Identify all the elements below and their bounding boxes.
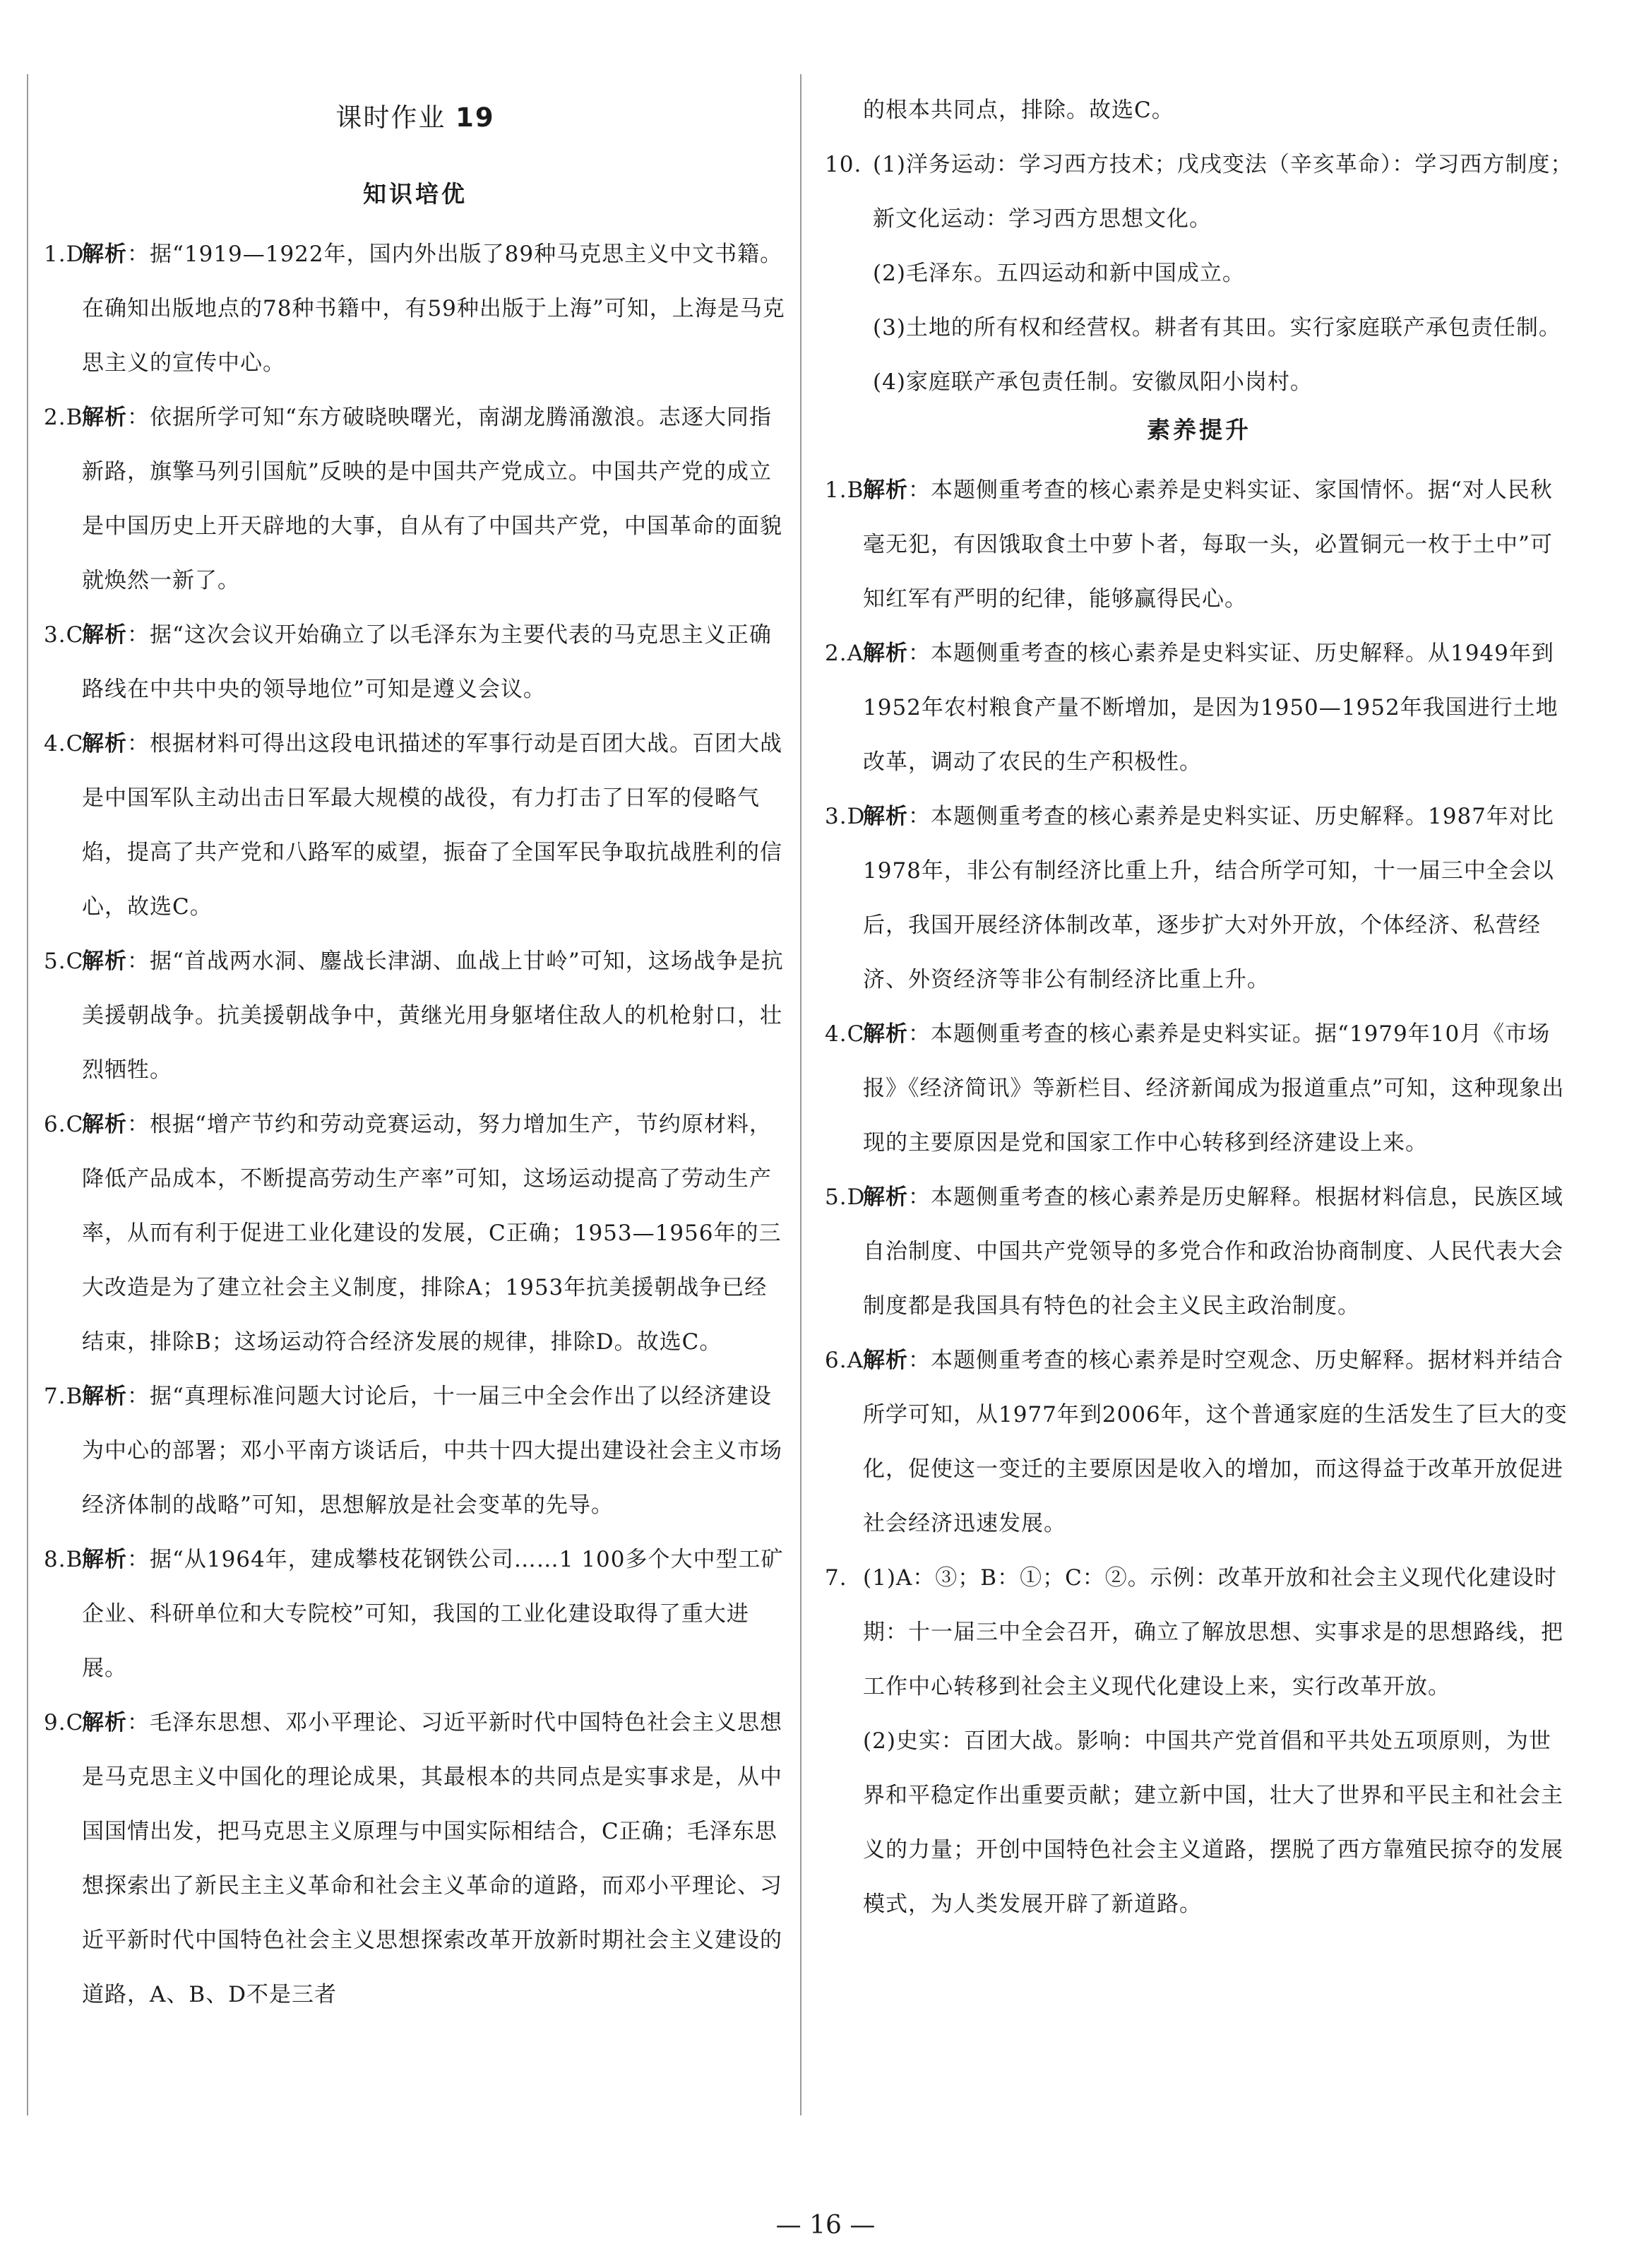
- answer-item-10: 10. (1)洋务运动：学习西方技术；戊戌变法（辛亥革命）：学习西方制度；新文化运动：学习西方思想文化。: [825, 152, 1573, 232]
- title-prefix: 课时作业: [335, 102, 446, 133]
- answer-item: 2.A 解析：本题侧重考查的核心素养是史料实证、历史解释。从1949年到1952年农村粮食产量不断增加，是因为1950—1952年我国进行土地改革，调动了农民的生产积极性。: [825, 641, 1558, 775]
- left-column: [44, 83, 787, 2022]
- answer-item: 3.C 解析：据“这次会议开始确立了以毛泽东为主要代表的马克思主义正确路线在中共中央的领导地位”可知是遵义会议。: [44, 622, 772, 702]
- answer-item: 7.B 解析：据“真理标准问题大讨论后，十一届三中全会作出了以经济建设为中心的部署；邓小平南方谈话后，中共十四大提出建设社会主义市场经济体制的战略”可知，思想解放是社会变革的先导。: [44, 1384, 782, 1518]
- answer-subpart: (4)家庭联产承包责任制。安徽凤阳小岗村。: [873, 369, 1313, 395]
- answer-item: 1.B 解析：本题侧重考查的核心素养是史料实证、家国情怀。据“对人民秋毫无犯，有因饿取食土中萝卜者，每取一头，必置铜元一枚于土中”可知红军有严明的纪律，能够赢得民心。: [825, 477, 1553, 612]
- answer-item: 1.D 解析：据“1919—1922年，国内外出版了89种马克思主义中文书籍。在确知出版地点的78种书籍中，有59种出版于上海”可知，上海是马克思主义的宣传中心。: [44, 242, 785, 376]
- page-number: — 16 —: [775, 2211, 876, 2240]
- answer-item: 6.A 解析：本题侧重考查的核心素养是时空观念、历史解释。据材料并结合所学可知，从1977年到2006年，这个普通家庭的生活发生了巨大的变化，促使这一变迁的主要原因是收入的增加，而这得益于改革开放促进社会经济迅速发展。: [825, 1348, 1568, 1536]
- answer-item: 5.D 解析：本题侧重考查的核心素养是历史解释。根据材料信息，民族区域自治制度、中国共产党领导的多党合作和政治协商制度、人民代表大会制度都是我国具有特色的社会主义民主政治制度。: [825, 1185, 1563, 1319]
- section-title-knowledge: 知识培优: [363, 180, 467, 208]
- answer-subpart: (2)毛泽东。五四运动和新中国成立。: [873, 261, 1245, 286]
- column-divider: [800, 74, 801, 2115]
- page-title: [44, 97, 787, 138]
- title-number: 19: [455, 102, 495, 133]
- answer-item: 9.C 解析：毛泽东思想、邓小平理论、习近平新时代中国特色社会主义思想是马克思主义中国化的理论成果，其最根本的共同点是实事求是，从中国国情出发，把马克思主义原理与中国实际相结合，C正确；毛泽东思想探索出了新民主主义革命和社会主义革命的道路，而邓小平理论、习近平新时代中国特色社会主义思想探索改革开放新时期社会主义建设的道路，A、B、D不是三者: [44, 1710, 782, 2007]
- answer-item: 4.C 解析：根据材料可得出这段电讯描述的军事行动是百团大战。百团大战是中国军队主动出击日军最大规模的战役，有力打击了日军的侵略气焰，提高了共产党和八路军的威望，振奋了全国军民争取抗战胜利的信心，故选C。: [44, 731, 782, 920]
- answer-item: 6.C 解析：根据“增产节约和劳动竞赛运动，努力增加生产，节约原材料，降低产品成本，不断提高劳动生产率”可知，这场运动提高了劳动生产率，从而有利于促进工业化建设的发展，C正确；1953—1956年的三大改造是为了建立社会主义制度，排除A；1953年抗美援朝战争已经结束，排除B；这场运动符合经济发展的规律，排除D。故选C。: [44, 1112, 782, 1355]
- continued-text: 的根本共同点，排除。故选C。: [863, 97, 1174, 123]
- answer-item-7: 7. (1)A：③；B：①；C：②。示例：改革开放和社会主义现代化建设时期：十一届三中全会召开，确立了解放思想、实事求是的思想路线，把工作中心转移到社会主义现代化建设上来，实行改革开放。: [825, 1565, 1563, 1699]
- answer-item: 2.B 解析：依据所学可知“东方破晓映曙光，南湖龙腾涌激浪。志逐大同指新路，旗擎马列引国航”反映的是中国共产党成立。中国共产党的成立是中国历史上开天辟地的大事，自从有了中国共产党，中国革命的面貌就焕然一新了。: [44, 405, 782, 593]
- section-title-literacy: 素养提升: [1147, 416, 1251, 444]
- left-margin-rule: [27, 74, 28, 2115]
- answer-item: 8.B 解析：据“从1964年，建成攀枝花钢铁公司……1 100多个大中型工矿企业、科研单位和大专院校”可知，我国的工业化建设取得了重大进展。: [44, 1547, 784, 1681]
- answer-item: 3.D 解析：本题侧重考查的核心素养是史料实证、历史解释。1987年对比1978年，非公有制经济比重上升，结合所学可知，十一届三中全会以后，我国开展经济体制改革，逐步扩大对外开放，个体经济、私营经济、外资经济等非公有制经济比重上升。: [825, 804, 1554, 992]
- answer-item: 5.C 解析：据“首战两水洞、鏖战长津湖、血战上甘岭”可知，这场战争是抗美援朝战争。抗美援朝战争中，黄继光用身躯堵住敌人的机枪射口，壮烈牺牲。: [44, 949, 784, 1083]
- answer-subpart: (2)史实：百团大战。影响：中国共产党首倡和平共处五项原则，为世界和平稳定作出重要贡献；建立新中国，壮大了世界和平民主和社会主义的力量；开创中国特色社会主义道路，摆脱了西方靠殖民掠夺的发展模式，为人类发展开辟了新道路。: [863, 1728, 1563, 1917]
- answer-item: 4.C 解析：本题侧重考查的核心素养是史料实证。据“1979年10月《市场报》《经济简讯》等新栏目、经济新闻成为报道重点”可知，这种现象出现的主要原因是党和国家工作中心转移到经济建设上来。: [825, 1021, 1565, 1156]
- answer-subpart: (3)土地的所有权和经营权。耕者有其田。实行家庭联产承包责任制。: [873, 315, 1561, 340]
- right-column: [825, 83, 1573, 1932]
